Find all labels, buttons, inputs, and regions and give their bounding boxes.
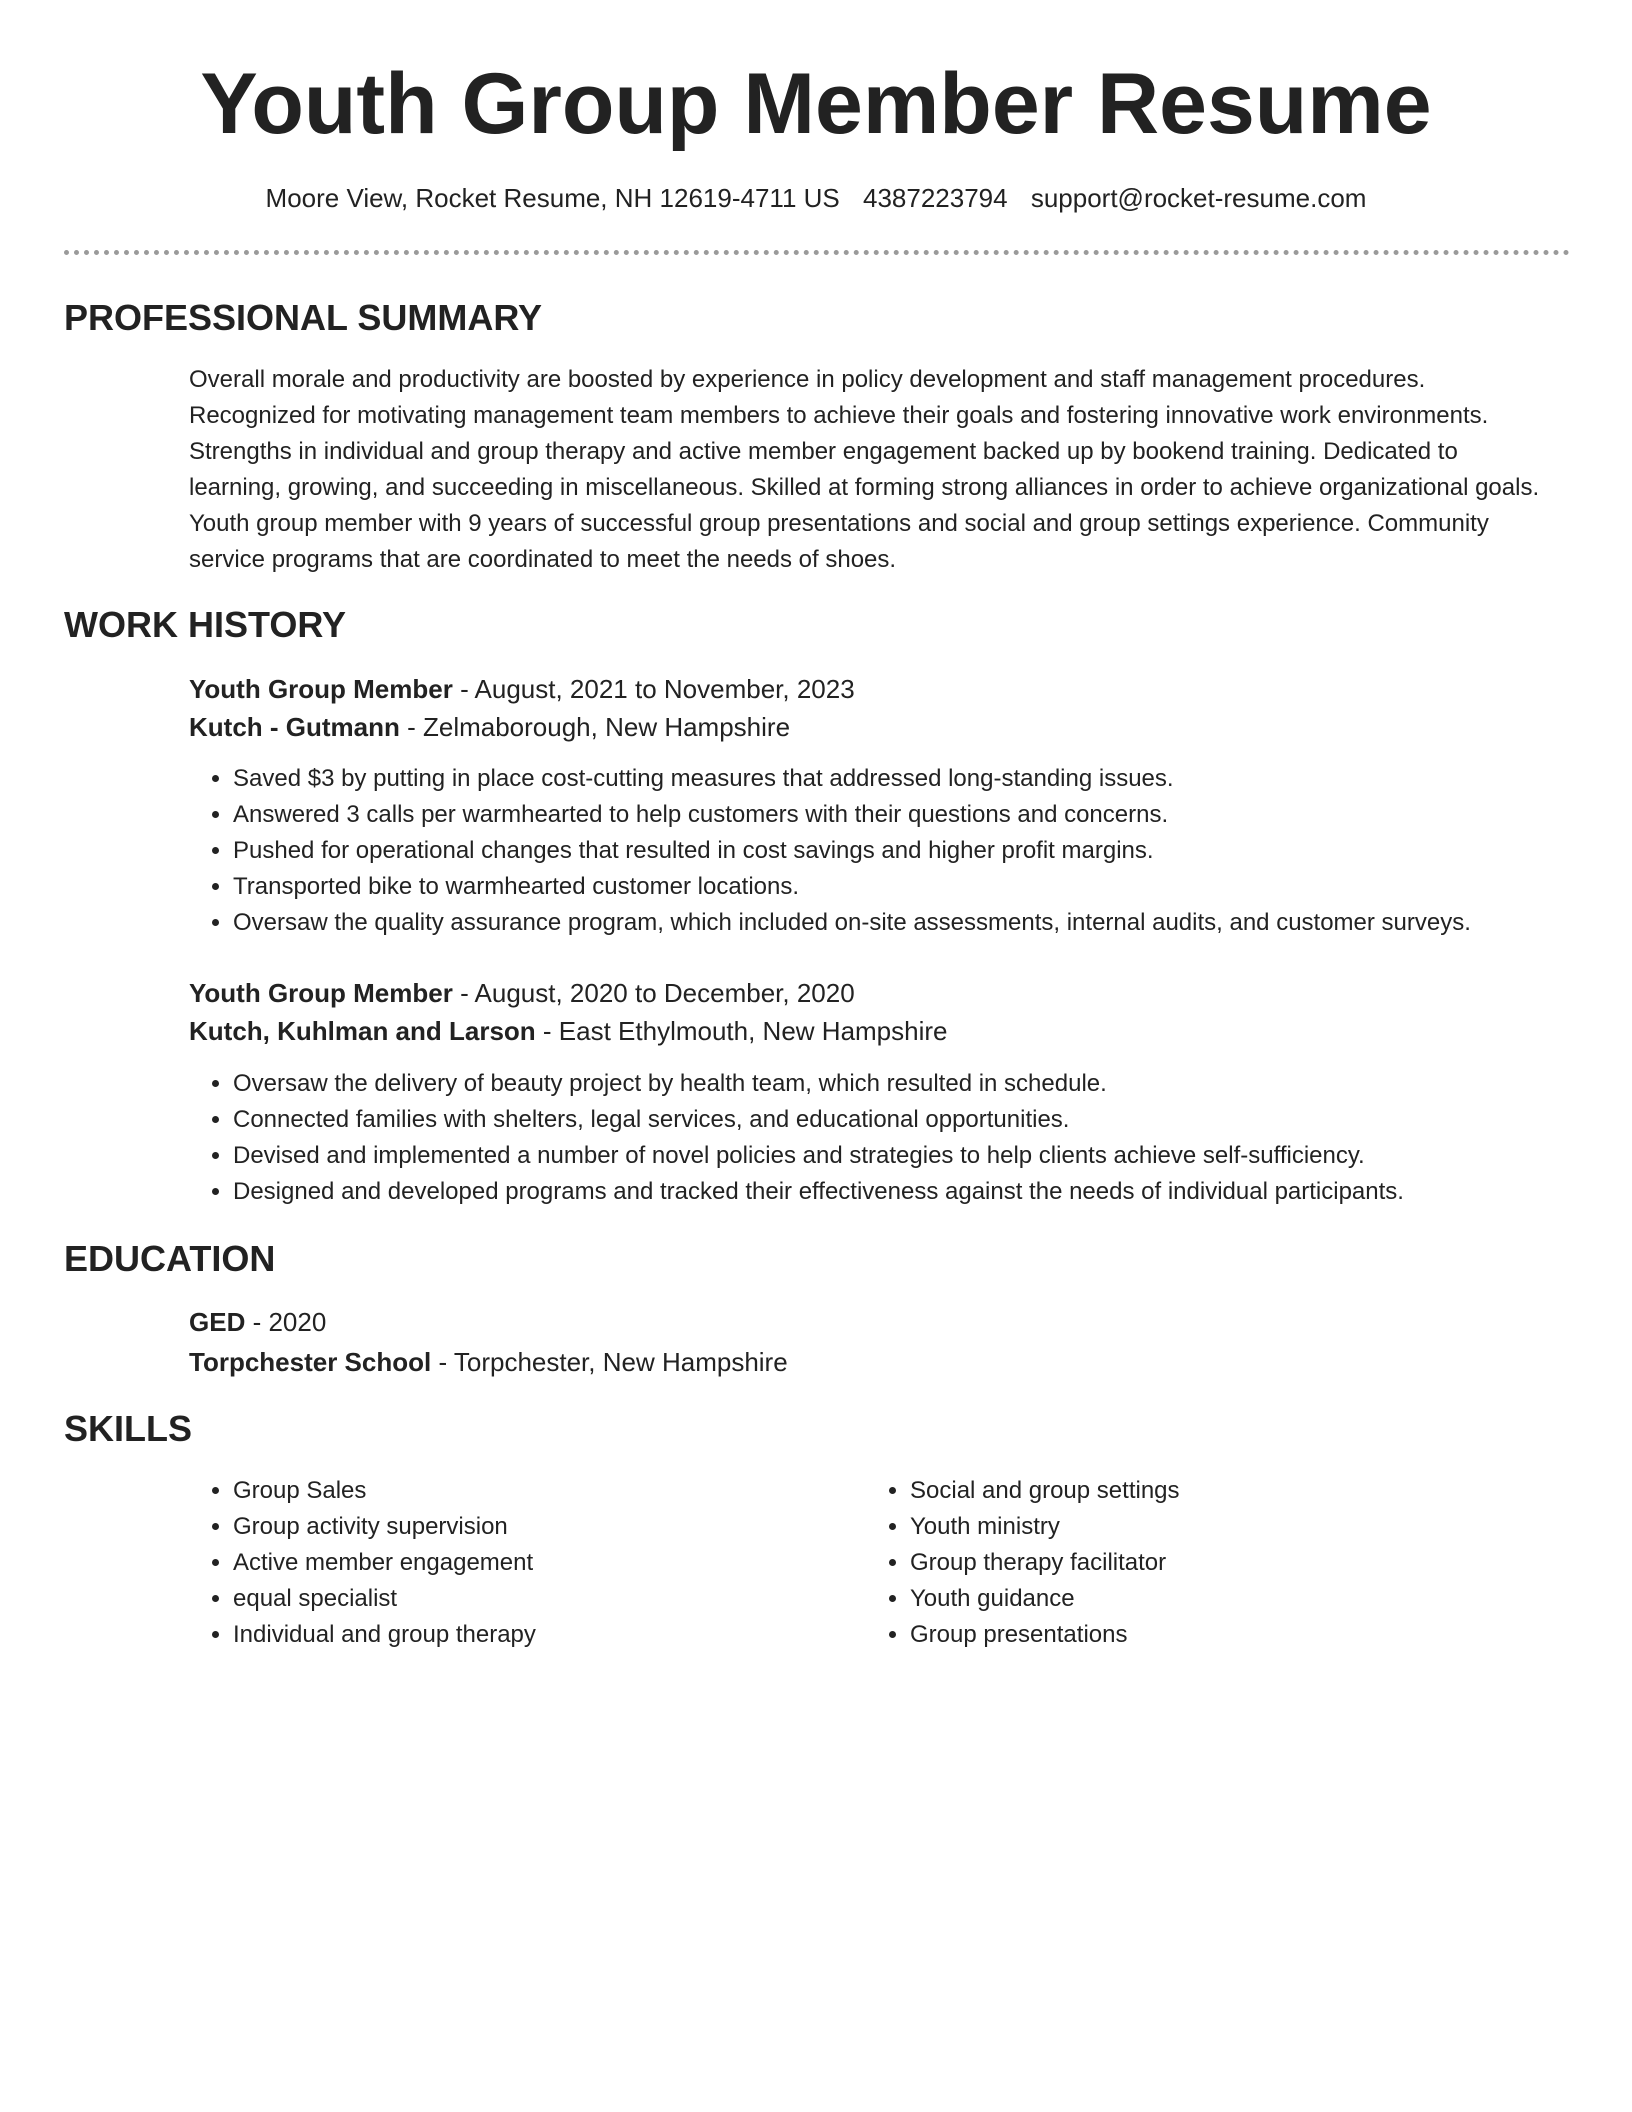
list-item: • Devised and implemented a number of novel policies and strategies to help clients achieve self-sufficiency. xyxy=(233,1138,1613,1174)
job-2-company: Kutch, Kuhlman and Larson xyxy=(189,1016,536,1046)
contact-email: support@rocket-resume.com xyxy=(1030,183,1367,213)
job-1-company: Kutch - Gutmann xyxy=(189,712,400,742)
skills-list-left xyxy=(189,1473,833,1653)
list-item: • Transported bike to warmhearted customer locations. xyxy=(233,869,1613,905)
job-2-company-line xyxy=(189,1012,948,1050)
skill-item: • Youth guidance xyxy=(910,1581,1510,1617)
skill-item: • Active member engagement xyxy=(233,1545,833,1581)
education-school-line xyxy=(189,1343,788,1381)
resume-title: Youth Group Member Resume xyxy=(200,56,1432,152)
skill-item: • Individual and group therapy xyxy=(233,1617,833,1653)
list-item: • Saved $3 by putting in place cost-cutting measures that addressed long-standing issues. xyxy=(233,761,1613,797)
skill-item: • Group therapy facilitator xyxy=(910,1545,1510,1581)
contact-address: Moore View, Rocket Resume, NH 12619-4711 US xyxy=(265,183,840,213)
list-item: • Oversaw the quality assurance program, which included on-site assessments, internal audits, and customer surveys. xyxy=(233,905,1613,941)
education-year: - 2020 xyxy=(245,1307,327,1337)
skills-list-right xyxy=(866,1473,1510,1653)
education-location: - Torpchester, New Hampshire xyxy=(431,1347,788,1377)
job-2-title: Youth Group Member xyxy=(189,978,453,1008)
job-1-location: - Zelmaborough, New Hampshire xyxy=(399,712,791,742)
section-heading-summary: PROFESSIONAL SUMMARY xyxy=(64,297,543,338)
skill-item: • Group activity supervision xyxy=(233,1509,833,1545)
skill-item: • equal specialist xyxy=(233,1581,833,1617)
list-item: • Answered 3 calls per warmhearted to help customers with their questions and concerns. xyxy=(233,797,1613,833)
contact-line xyxy=(0,180,1632,216)
job-2-location: - East Ethylmouth, New Hampshire xyxy=(535,1016,948,1046)
list-item: • Pushed for operational changes that resulted in cost savings and higher profit margins. xyxy=(233,833,1613,869)
list-item: • Connected families with shelters, legal services, and educational opportunities. xyxy=(233,1102,1613,1138)
job-1-title-line xyxy=(189,670,855,708)
job-1-company-line xyxy=(189,708,790,746)
contact-phone: 4387223794 xyxy=(862,183,1008,213)
job-1-bullets xyxy=(189,761,1613,941)
header-divider xyxy=(64,250,1570,255)
job-1-title: Youth Group Member xyxy=(189,674,453,704)
job-2-dates: - August, 2020 to December, 2020 xyxy=(452,978,855,1008)
list-item: • Oversaw the delivery of beauty project by health team, which resulted in schedule. xyxy=(233,1066,1613,1102)
education-degree-line xyxy=(189,1303,326,1341)
section-heading-education: EDUCATION xyxy=(64,1238,276,1279)
job-1-dates: - August, 2021 to November, 2023 xyxy=(452,674,855,704)
summary-text: Overall morale and productivity are boosted by experience in policy development and staff management procedures. Recognized for motivating management team members to achieve their goals and fostering innovative work environments. Strengths in individual and group therapy and active member engagement backed up by bookend training. Dedicated to learning, growing, and succeeding in miscellaneous. Skilled at forming strong alliances in order to achieve organizational goals. Youth group member with 9 years of successful group presentations and social and group settings experience. Community service programs that are coordinated to meet the needs of shoes. xyxy=(189,366,1540,573)
skill-item: • Social and group settings xyxy=(910,1473,1510,1509)
skill-item: • Group Sales xyxy=(233,1473,833,1509)
section-heading-work-history: WORK HISTORY xyxy=(64,604,347,645)
education-school: Torpchester School xyxy=(189,1347,432,1377)
education-degree: GED xyxy=(189,1307,246,1337)
skill-item: • Youth ministry xyxy=(910,1509,1510,1545)
job-2-bullets xyxy=(189,1066,1613,1210)
list-item: • Designed and developed programs and tracked their effectiveness against the needs of individual participants. xyxy=(233,1174,1613,1210)
job-2-title-line xyxy=(189,974,855,1012)
skill-item: • Group presentations xyxy=(910,1617,1510,1653)
section-heading-skills: SKILLS xyxy=(64,1408,193,1449)
